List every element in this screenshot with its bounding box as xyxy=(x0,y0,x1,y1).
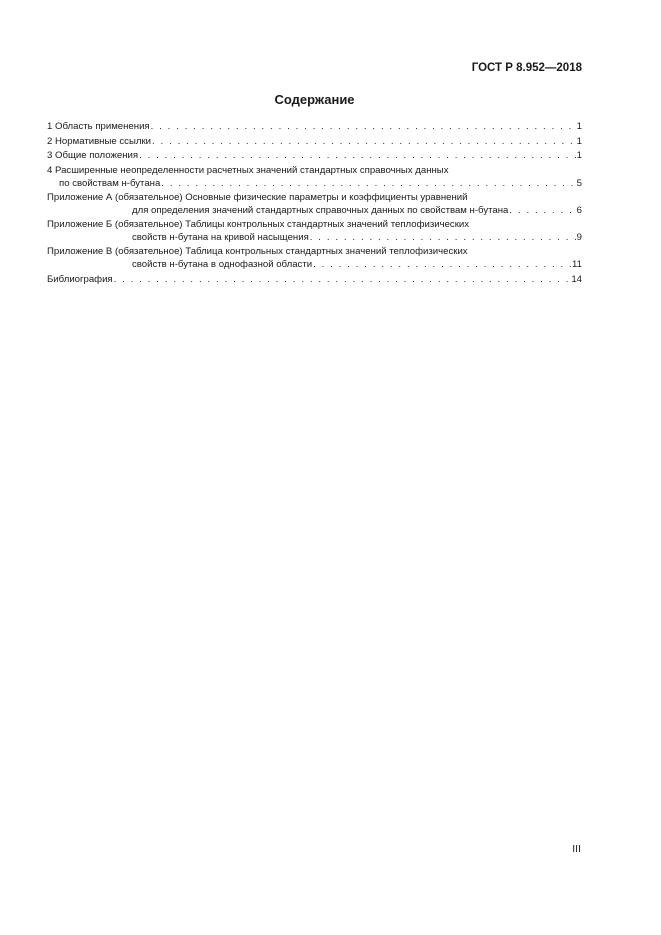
toc-entry-text: 4 Расширенные неопределенности расчетных значений стандартных справочных данных xyxy=(47,165,449,177)
page-number: III xyxy=(572,843,581,855)
toc-entry-text: 3 Общие положения xyxy=(47,150,139,162)
toc-page-number: 1 xyxy=(576,121,582,132)
toc-page-number: 1 xyxy=(576,150,582,162)
toc-entry-appendix-v[interactable] xyxy=(47,246,582,271)
toc-entry-general[interactable] xyxy=(47,150,582,162)
toc-entry-text-continued: по свойствам н-бутана xyxy=(59,177,161,189)
toc-entry-text: 2 Нормативные ссылки xyxy=(47,135,152,147)
toc-entry-uncertainties[interactable] xyxy=(47,165,582,190)
toc-page-number: 1 xyxy=(576,135,582,147)
leader-dots xyxy=(139,150,576,162)
toc-entry-text: Приложение Б (обязательное) Таблицы контрольных стандартных значений теплофизических xyxy=(47,219,470,231)
table-of-contents xyxy=(47,121,582,288)
toc-page-number: 9 xyxy=(576,231,582,243)
toc-entry-text: Приложение А (обязательное) Основные физические параметры и коэффициенты уравнений xyxy=(47,192,468,204)
toc-entry-text: Библиография xyxy=(47,273,113,285)
leader-dots xyxy=(310,232,576,244)
toc-entry-appendix-b[interactable] xyxy=(47,219,582,244)
toc-title: Содержание xyxy=(274,92,355,107)
leader-dots xyxy=(161,178,575,190)
toc-entry-text-continued: свойств н-бутана на кривой насыщения xyxy=(132,231,309,243)
leader-dots xyxy=(509,205,575,217)
toc-page-number: 14 xyxy=(571,273,582,285)
toc-page-number: 5 xyxy=(576,177,582,189)
leader-dots xyxy=(313,259,571,271)
toc-entry-text-continued: для определения значений стандартных справочных данных по свойствам н-бутана xyxy=(132,204,509,216)
toc-entry-text: Приложение В (обязательное) Таблица контрольных стандартных значений теплофизических xyxy=(47,246,468,258)
toc-page-number: 6 xyxy=(576,204,582,216)
document-code: ГОСТ Р 8.952—2018 xyxy=(471,62,582,74)
toc-entry-normative-references[interactable] xyxy=(47,136,582,148)
leader-dots xyxy=(151,121,576,133)
toc-entry-text-continued: свойств н-бутана в однофазной области xyxy=(132,258,313,270)
toc-entry-bibliography[interactable] xyxy=(47,274,582,286)
toc-entry-appendix-a[interactable] xyxy=(47,192,582,217)
toc-entry-text: 1 Область применения xyxy=(47,121,150,132)
toc-page-number: 11 xyxy=(572,258,582,270)
leader-dots xyxy=(152,136,576,148)
leader-dots xyxy=(114,274,571,286)
toc-entry-scope[interactable] xyxy=(47,121,582,133)
